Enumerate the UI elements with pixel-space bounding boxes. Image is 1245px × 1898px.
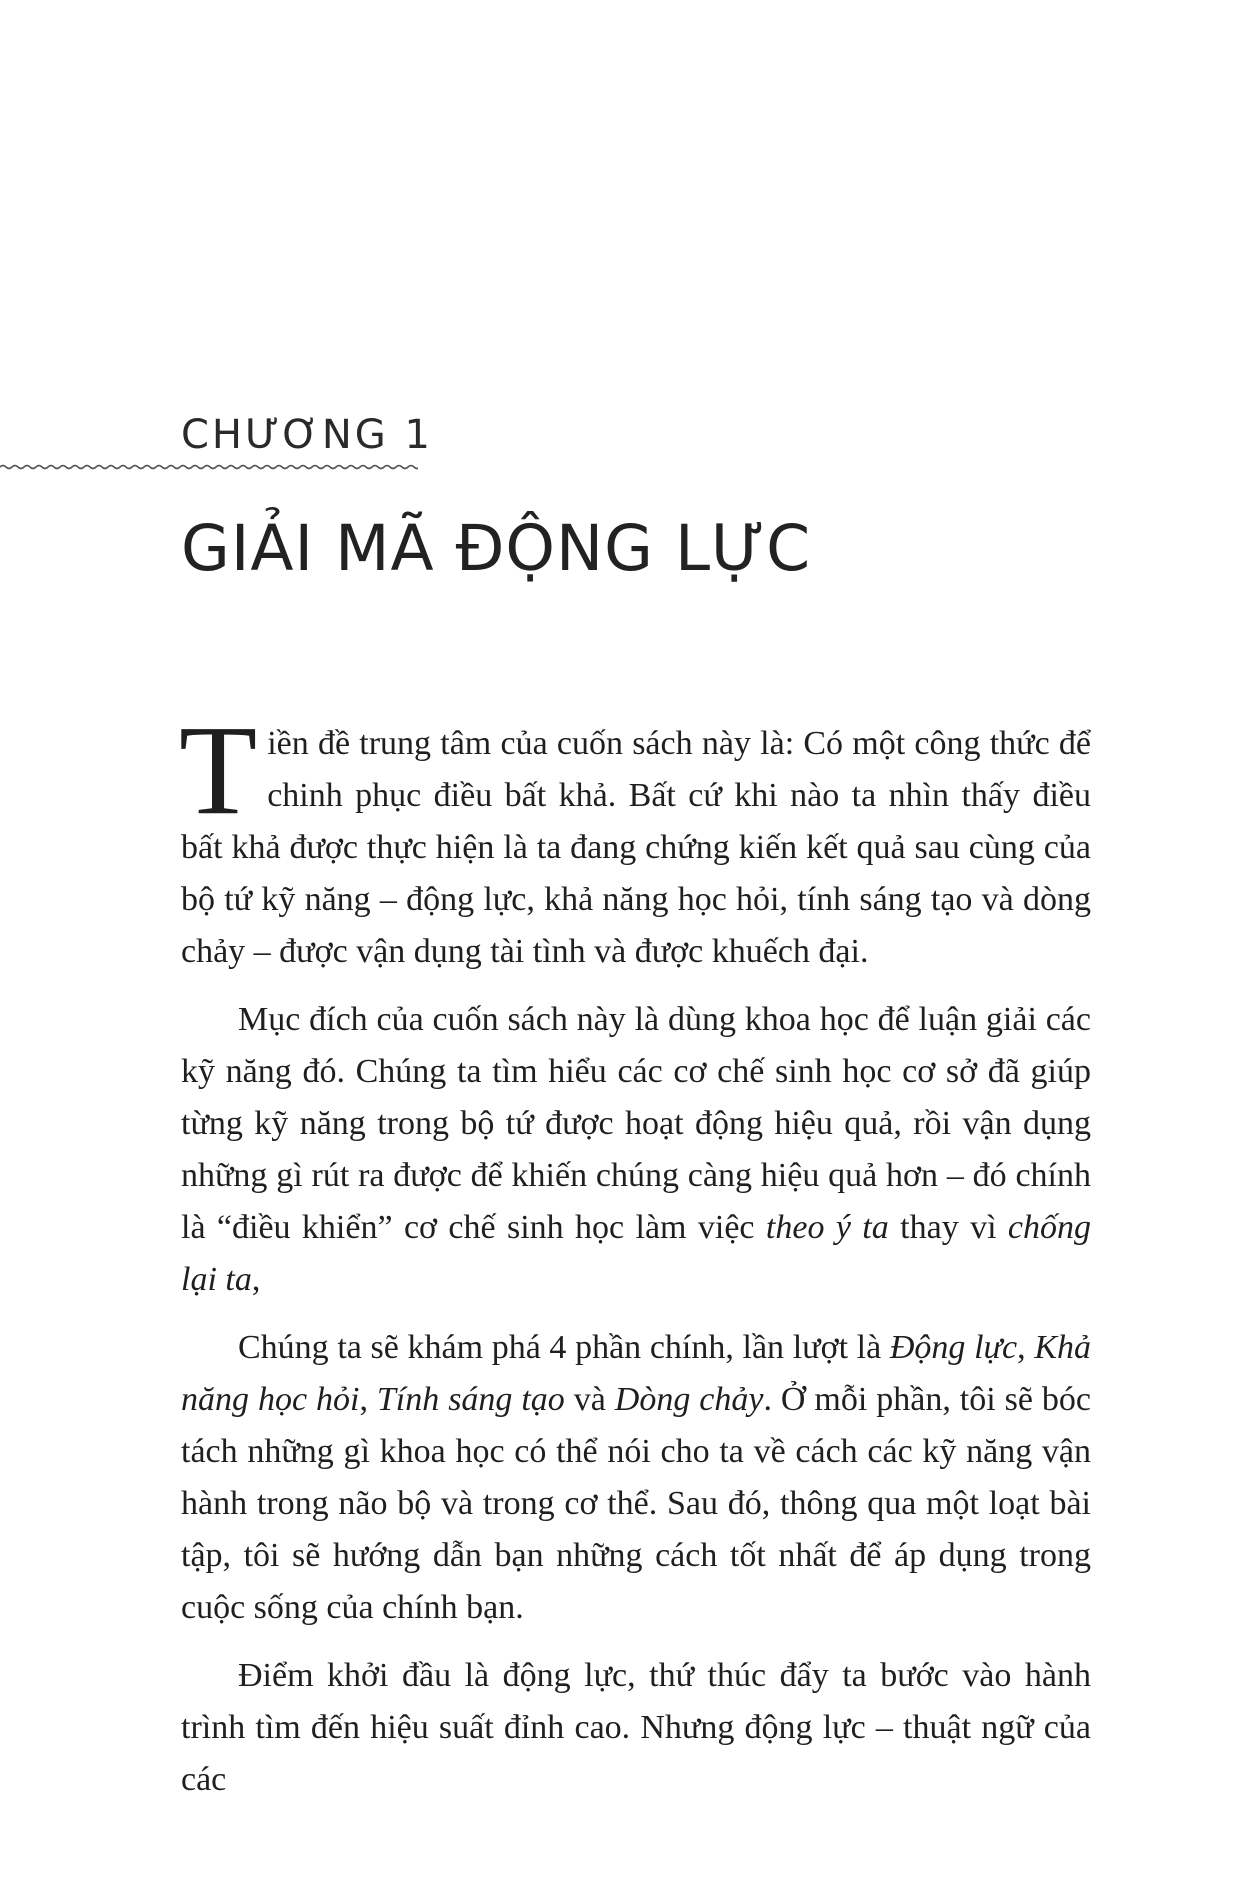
paragraph-3: Chúng ta sẽ khám phá 4 phần chính, lần lượt là Động lực, Khả năng học hỏi, Tính sáng tạo và Dòng chảy. Ở mỗi phần, tôi sẽ bóc tách những gì khoa học có thể nói cho ta về cách các kỹ năng vận hành trong não bộ và trong cơ thể. Sau đó, thông qua một loạt bài tập, tôi sẽ hướng dẫn bạn những cách tốt nhất để áp dụng trong cuộc sống của chính bạn. <box>181 1329 1091 1626</box>
paragraph-4: Điểm khởi đầu là động lực, thứ thúc đẩy ta bước vào hành trình tìm đến hiệu suất đỉnh cao. Nhưng động lực – thuật ngữ của các <box>181 1657 1091 1798</box>
paragraph-2: Mục đích của cuốn sách này là dùng khoa học để luận giải các kỹ năng đó. Chúng ta tìm hiểu các cơ chế sinh học cơ sở đã giúp từng kỹ năng trong bộ tứ được hoạt động hiệu quả, rồi vận dụng những gì rút ra được để khiến chúng càng hiệu quả hơn – đó chính là “điều khiển” cơ chế sinh học làm việc theo ý ta thay vì chống lại ta, <box>181 1001 1092 1298</box>
drop-cap: T <box>179 699 258 841</box>
body-text <box>179 699 1092 1822</box>
wavy-divider <box>0 460 418 474</box>
chapter-title: GIẢI MÃ ĐỘNG LỰC <box>181 512 812 585</box>
paragraph-1: Tiền đề trung tâm của cuốn sách này là: Có một công thức để chinh phục điều bất khả. Bất cứ khi nào ta nhìn thấy điều bất khả được thực hiện là ta đang chứng kiến kết quả sau cùng của bộ tứ kỹ năng – động lực, khả năng học hỏi, tính sáng tạo và dòng chảy – được vận dụng tài tình và được khuếch đại. <box>179 699 1091 970</box>
chapter-label: CHƯƠNG 1 <box>181 412 433 458</box>
